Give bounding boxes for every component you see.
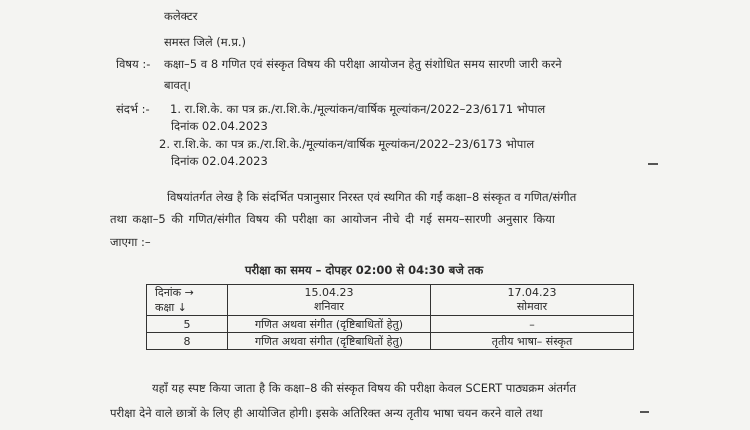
col2-day: सोमवार: [516, 300, 548, 313]
col2-date: 17.04.23: [507, 286, 557, 299]
reference-1-date: दिनांक 02.04.2023: [171, 119, 268, 133]
closing-paragraph-line1: यहाँ यह स्पष्ट किया जाता है कि कक्षा–8 की संस्कृत विषय की परीक्षा केवल SCERT पाठ्यक्रम अंतर्गत: [152, 381, 577, 395]
scan-mark: [640, 411, 649, 413]
subject-text-line1: कक्षा–5 व 8 गणित एवं संस्कृत विषय की परीक्षा आयोजन हेतु संशोधित समय सारणी जारी करने: [164, 57, 562, 71]
corner-class-label: कक्षा ↓: [155, 301, 187, 314]
row-col2-cell: तृतीय भाषा– संस्कृत: [431, 333, 634, 350]
reference-label: संदर्भ :-: [116, 102, 150, 116]
row-col1-cell: गणित अथवा संगीत (दृष्टिबाधितों हेतु): [228, 333, 431, 350]
subject-label: विषय :-: [116, 57, 151, 71]
col1-day: शनिवार: [314, 300, 344, 313]
timetable-corner-cell: [147, 285, 228, 316]
row-col2-cell: –: [431, 316, 634, 333]
table-row: [147, 333, 634, 350]
timetable-col1-header: [228, 285, 431, 316]
reference-1-line1: 1. रा.शि.के. का पत्र क्र./रा.शि.के./मूल्यांकन/वार्षिक मूल्यांकन/2022–23/6171 भोपाल: [170, 102, 546, 116]
col1-date: 15.04.23: [304, 286, 354, 299]
addressee-districts: समस्त जिले (म.प्र.): [164, 35, 247, 49]
scan-mark: [648, 163, 658, 165]
row-class-cell: 5: [147, 316, 228, 333]
addressee-title: कलेक्टर: [164, 9, 198, 23]
row-class-cell: 8: [147, 333, 228, 350]
corner-date-label: दिनांक →: [155, 286, 194, 299]
subject-text-line2: बावत्।: [164, 78, 191, 92]
body-paragraph-line3: जाएगा :–: [110, 235, 151, 249]
row-col1-cell: गणित अथवा संगीत (दृष्टिबाधितों हेतु): [228, 316, 431, 333]
table-row: [147, 316, 634, 333]
reference-2-date: दिनांक 02.04.2023: [171, 154, 268, 168]
body-paragraph-line2: तथा कक्षा–5 की गणित/संगीत विषय की परीक्षा का आयोजन नीचे दी गई समय–सारणी अनुसार किया: [110, 212, 555, 226]
timetable: [146, 284, 634, 350]
exam-time-heading: परीक्षा का समय – दोपहर 02:00 से 04:30 बजे तक: [245, 263, 484, 277]
reference-2-line1: 2. रा.शि.के. का पत्र क्र./रा.शि.के./मूल्यांकन/वार्षिक मूल्यांकन/2022–23/6173 भोपाल: [159, 137, 535, 151]
closing-paragraph-line2: परीक्षा देने वाले छात्रों के लिए ही आयोजित होगी। इसके अतिरिक्त अन्य तृतीय भाषा चयन करने वाले तथा: [110, 406, 543, 420]
timetable-col2-header: [431, 285, 634, 316]
body-paragraph-line1: विषयांतर्गत लेख है कि संदर्भित पत्रानुसार निरस्त एवं स्थगित की गईं कक्षा–8 संस्कृत व गणित/संगीत: [167, 190, 577, 204]
timetable-header-row: [147, 285, 634, 316]
